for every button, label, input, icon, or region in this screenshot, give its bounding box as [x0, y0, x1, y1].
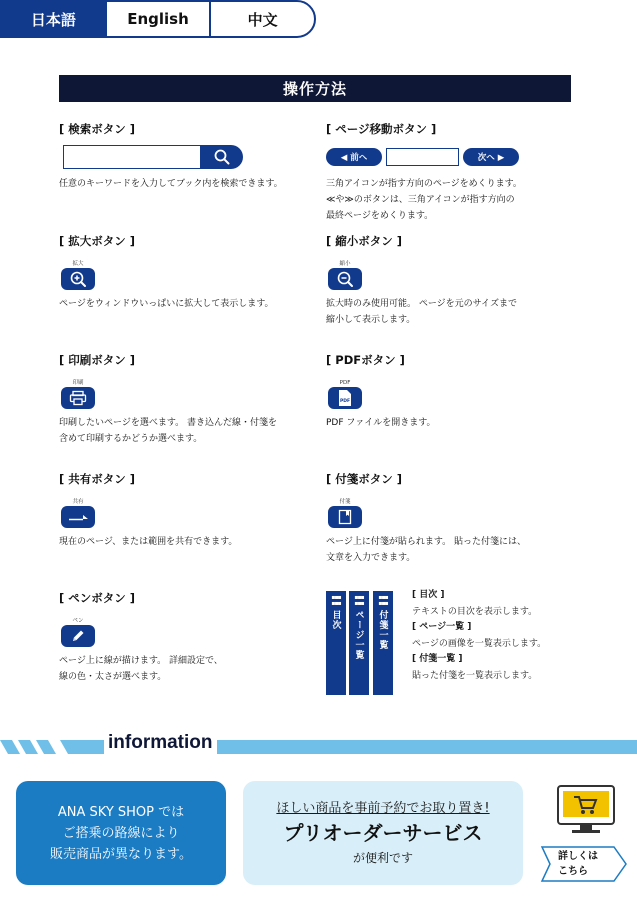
share-title: [ 共有ボタン ] — [59, 472, 136, 486]
zoom-in-icon — [69, 270, 87, 288]
print-button[interactable] — [61, 387, 95, 409]
prev-page-button[interactable]: ◀ 前へ — [326, 148, 382, 166]
print-desc-1: 印刷したいページを選べます。 書き込んだ線・付箋を — [59, 418, 277, 428]
pen-desc-1: ページ上に線が描けます。 詳細設定で、 — [59, 656, 223, 666]
details-link-text[interactable] — [558, 849, 598, 879]
search-section — [59, 121, 309, 137]
print-desc-2: 含めて印刷するかどうか選べます。 — [59, 434, 203, 444]
pen-section — [59, 590, 309, 685]
share-button[interactable] — [61, 506, 95, 528]
notice-line-1: ANA SKY SHOP では — [57, 804, 185, 820]
info-slash-decoration — [0, 740, 90, 754]
notice-line-3: 販売商品が異なります。 — [50, 846, 192, 862]
pdf-button[interactable] — [328, 387, 362, 409]
sticky-icon-label: 付箋 — [339, 499, 351, 505]
next-page-button[interactable]: 次へ ▶ — [463, 148, 519, 166]
pdf-section — [326, 352, 576, 431]
grid-dots-icon: ▪▪▪ ▪▪▪ — [331, 594, 341, 607]
shopping-cart-monitor-icon — [556, 784, 616, 836]
toc-tab-label: 目次 — [330, 610, 341, 630]
notice-line-2: ご搭乗の路線により — [62, 825, 180, 841]
pdf-icon-label: PDF — [339, 380, 351, 386]
pen-button[interactable] — [61, 625, 95, 647]
preorder-card[interactable] — [243, 781, 523, 885]
print-section — [59, 352, 309, 447]
information-heading: information — [104, 731, 217, 755]
zoom-in-icon-label: 拡大 — [72, 261, 84, 267]
toc-desc: テキストの目次を表示します。 — [412, 606, 538, 617]
zoom-out-button[interactable] — [328, 268, 362, 290]
search-demo — [63, 145, 243, 169]
share-arrow-icon — [67, 511, 89, 523]
page-move-desc-2: ≪や≫のボタンは、三角アイコンが指す方向の — [326, 195, 515, 205]
pdf-file-icon — [337, 389, 353, 407]
grid-dots-icon: ▪▪▪ ▪▪▪ — [378, 594, 388, 607]
toc-heading: [ 目次 ] — [412, 590, 445, 600]
details-line-2: こちら — [558, 866, 588, 877]
share-icon-label: 共有 — [72, 499, 84, 505]
sticky-list-heading: [ 付箋一覧 ] — [412, 654, 463, 664]
details-line-1: 詳しくは — [558, 851, 598, 862]
preorder-service-name: プリオーダーサービス — [283, 823, 483, 845]
page-list-desc: ページの画像を一覧表示します。 — [412, 638, 547, 649]
page-move-demo — [326, 146, 519, 168]
lang-tab-chinese[interactable]: 中文 — [209, 2, 314, 36]
zoom-in-button[interactable] — [61, 268, 95, 290]
page-move-desc-3: 最終ページをめくります。 — [326, 211, 434, 221]
pen-icon — [70, 628, 86, 644]
zoom-out-desc-1: 拡大時のみ使用可能。 ページを元のサイズまで — [326, 299, 517, 309]
zoom-out-desc-2: 縮小して表示します。 — [326, 315, 416, 325]
search-button[interactable] — [201, 145, 243, 169]
page-list-tab[interactable] — [349, 591, 369, 695]
preorder-lead: ほしい商品を事前予約でお取り置き! — [276, 801, 490, 816]
zoom-out-icon-label: 縮小 — [339, 261, 351, 267]
sticky-button[interactable] — [328, 506, 362, 528]
info-stripe — [0, 740, 637, 754]
sticky-list-desc: 貼った付箋を一覧表示します。 — [412, 670, 538, 681]
svg-text:PDF: PDF — [339, 399, 351, 404]
pen-desc-2: 線の色・太さが選べます。 — [59, 672, 167, 682]
page-number-input[interactable] — [386, 148, 459, 166]
page-title: 操作方法 — [59, 75, 571, 102]
pen-icon-label: ペン — [72, 618, 84, 624]
share-desc: 現在のページ、または範囲を共有できます。 — [59, 537, 238, 547]
zoom-in-section — [59, 233, 309, 312]
page-list-heading: [ ページ一覧 ] — [412, 622, 472, 632]
pen-title: [ ペンボタン ] — [59, 591, 136, 605]
page-move-title: [ ページ移動ボタン ] — [326, 122, 437, 136]
zoom-out-section — [326, 233, 576, 328]
pdf-desc: PDF ファイルを開きます。 — [326, 418, 436, 428]
zoom-in-desc: ページをウィンドウいっぱいに拡大して表示します。 — [59, 299, 274, 309]
sticky-desc-1: ページ上に付箋が貼られます。 貼った付箋には、 — [326, 537, 526, 547]
preorder-tail: が便利です — [352, 851, 413, 865]
share-section — [59, 471, 309, 550]
lang-tab-japanese[interactable]: 日本語 — [2, 2, 105, 36]
printer-icon — [69, 390, 87, 406]
sticky-title: [ 付箋ボタン ] — [326, 472, 403, 486]
print-icon-label: 印刷 — [72, 380, 84, 386]
page-move-section — [326, 121, 576, 137]
lang-tab-english[interactable]: English — [105, 2, 210, 36]
page-move-desc-1: 三角アイコンが指す方向のページをめくります。 — [326, 179, 522, 189]
sticky-list-tab[interactable] — [373, 591, 393, 695]
search-input[interactable] — [63, 145, 201, 169]
zoom-out-icon — [336, 270, 354, 288]
sticky-note-icon — [338, 509, 352, 525]
toc-tab[interactable] — [326, 591, 346, 695]
grid-dots-icon: ▪▪▪ ▪▪▪ — [354, 594, 364, 607]
pdf-title: [ PDFボタン ] — [326, 353, 405, 367]
sticky-section — [326, 471, 576, 566]
search-title: [ 検索ボタン ] — [59, 122, 136, 136]
page-list-tab-label: ページ一覧 — [353, 610, 364, 660]
zoom-out-title: [ 縮小ボタン ] — [326, 234, 403, 248]
sky-shop-notice-card — [16, 781, 226, 885]
print-title: [ 印刷ボタン ] — [59, 353, 136, 367]
tab-descriptions — [412, 588, 592, 684]
page-move-desc-block — [326, 176, 576, 224]
language-switcher — [0, 0, 316, 38]
search-icon — [213, 148, 231, 166]
sticky-desc-2: 文章を入力できます。 — [326, 553, 416, 563]
zoom-in-title: [ 拡大ボタン ] — [59, 234, 136, 248]
sticky-list-tab-label: 付箋一覧 — [377, 610, 388, 650]
search-desc: 任意のキーワードを入力してブック内を検索できます。 — [59, 179, 283, 189]
search-desc-block — [59, 176, 309, 192]
